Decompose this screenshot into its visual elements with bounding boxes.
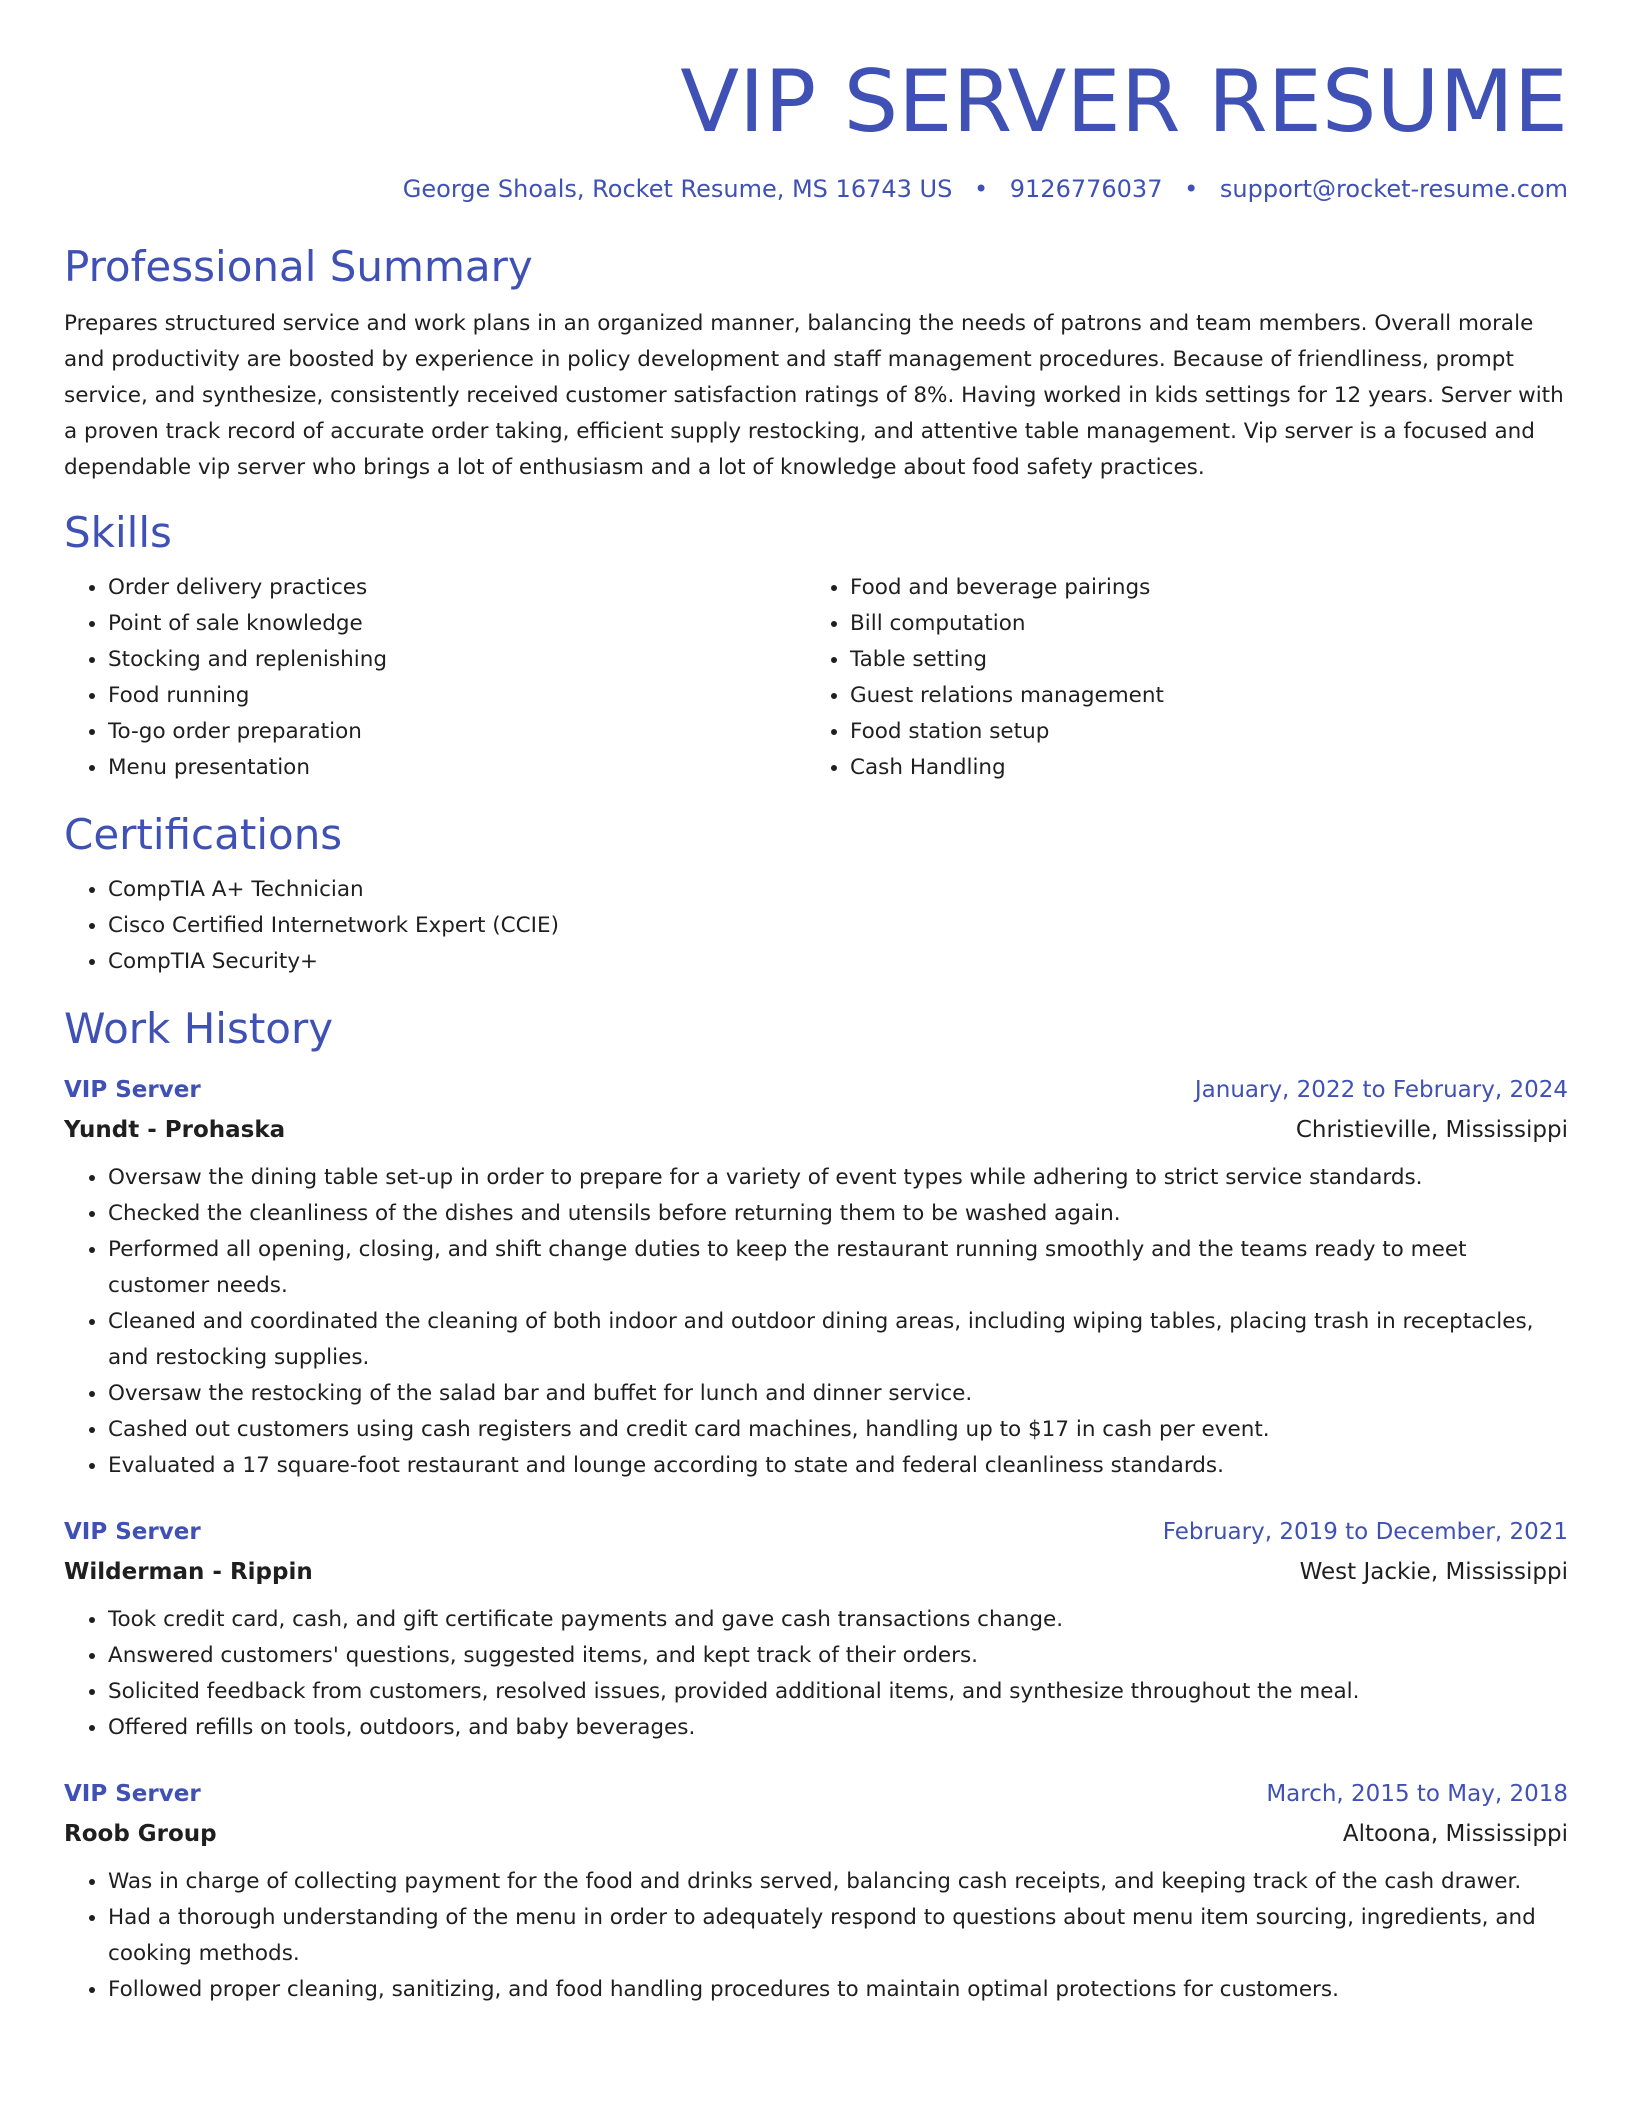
list-item: • Guest relations management xyxy=(850,678,1548,714)
job-dates: February, 2019 to December, 2021 xyxy=(1162,1519,1568,1545)
contact-email[interactable]: support@rocket-resume.com xyxy=(1219,175,1568,203)
job-header-row xyxy=(64,1512,1568,1552)
list-item: • CompTIA Security+ xyxy=(108,944,1568,980)
list-item: • Cleaned and coordinated the cleaning of both indoor and outdoor dining areas, including wiping tables, placing trash in receptacles, and restocking supplies. xyxy=(108,1304,1568,1376)
list-item: • Had a thorough understanding of the menu in order to adequately respond to questions about menu item sourcing, ingredients, and cooking methods. xyxy=(108,1900,1568,1972)
list-item: • Cisco Certified Internetwork Expert (CCIE) xyxy=(108,908,1568,944)
list-item: • Table setting xyxy=(850,642,1548,678)
list-item: • Checked the cleanliness of the dishes and utensils before returning them to be washed again. xyxy=(108,1196,1568,1232)
list-item: • Bill computation xyxy=(850,606,1548,642)
job-dates: January, 2022 to February, 2024 xyxy=(1194,1077,1568,1103)
resume-title: VIP SERVER RESUME xyxy=(680,52,1568,152)
resume-page xyxy=(64,0,1568,2008)
job-title: VIP Server xyxy=(64,1781,201,1807)
list-item: • To-go order preparation xyxy=(108,714,806,750)
list-item: • Performed all opening, closing, and shift change duties to keep the restaurant running smoothly and the teams ready to meet customer needs. xyxy=(108,1232,1568,1304)
list-item: • Order delivery practices xyxy=(108,570,806,606)
job-company: Yundt - Prohaska xyxy=(64,1117,286,1143)
list-item: • Food and beverage pairings xyxy=(850,570,1548,606)
job-company: Roob Group xyxy=(64,1821,217,1847)
skills-heading: Skills xyxy=(64,508,172,557)
job-location: Altoona, Mississippi xyxy=(1342,1821,1568,1847)
list-item: • Evaluated a 17 square-foot restaurant and lounge according to state and federal cleanliness standards. xyxy=(108,1448,1568,1484)
list-item: • Offered refills on tools, outdoors, and baby beverages. xyxy=(108,1710,1568,1746)
job-company-row xyxy=(64,1110,1568,1150)
job-entry xyxy=(64,1070,1568,1484)
list-item: • Menu presentation xyxy=(108,750,806,786)
certifications-heading: Certifications xyxy=(64,810,343,859)
work-history-heading: Work History xyxy=(64,1004,334,1053)
job-bullets xyxy=(64,1602,1568,1746)
job-company: Wilderman - Rippin xyxy=(64,1559,313,1585)
job-title: VIP Server xyxy=(64,1519,201,1545)
job-entry xyxy=(64,1512,1568,1746)
list-item: • CompTIA A+ Technician xyxy=(108,872,1568,908)
contact-line xyxy=(64,172,1568,206)
job-company-row xyxy=(64,1814,1568,1854)
job-entry xyxy=(64,1774,1568,2008)
list-item: • Cash Handling xyxy=(850,750,1548,786)
list-item: • Food station setup xyxy=(850,714,1548,750)
list-item: • Took credit card, cash, and gift certificate payments and gave cash transactions change. xyxy=(108,1602,1568,1638)
job-bullets xyxy=(64,1160,1568,1484)
job-title: VIP Server xyxy=(64,1077,201,1103)
certifications-list xyxy=(64,872,1568,980)
contact-address: George Shoals, Rocket Resume, MS 16743 US xyxy=(402,175,953,203)
job-company-row xyxy=(64,1552,1568,1592)
skills-list-left xyxy=(64,570,806,786)
skills-list-right xyxy=(806,570,1548,786)
job-location: Christieville, Mississippi xyxy=(1295,1117,1568,1143)
contact-phone: 9126776037 xyxy=(1009,175,1163,203)
contact-separator: • xyxy=(973,175,989,203)
job-header-row xyxy=(64,1070,1568,1110)
job-dates: March, 2015 to May, 2018 xyxy=(1266,1781,1568,1807)
skills-columns xyxy=(64,570,1568,786)
list-item: • Solicited feedback from customers, resolved issues, provided additional items, and synthesize throughout the meal. xyxy=(108,1674,1568,1710)
summary-text: Prepares structured service and work plans in an organized manner, balancing the needs of patrons and team members. Overall morale and productivity are boosted by experience in policy development and staff management procedures. Because of friendliness, prompt service, and synthesize, consistently received customer satisfaction ratings of 8%. Having worked in kids settings for 12 years. Server with a proven track record of accurate order taking, efficient supply restocking, and attentive table management. Vip server is a focused and dependable vip server who brings a lot of enthusiasm and a lot of knowledge about food safety practices. xyxy=(64,311,1564,480)
list-item: • Cashed out customers using cash registers and credit card machines, handling up to $17 in cash per event. xyxy=(108,1412,1568,1448)
contact-separator: • xyxy=(1184,175,1199,203)
summary-heading: Professional Summary xyxy=(64,242,533,291)
list-item: • Point of sale knowledge xyxy=(108,606,806,642)
list-item: • Oversaw the dining table set-up in order to prepare for a variety of event types while adhering to strict service standards. xyxy=(108,1160,1568,1196)
list-item: • Followed proper cleaning, sanitizing, and food handling procedures to maintain optimal protections for customers. xyxy=(108,1972,1568,2008)
list-item: • Food running xyxy=(108,678,806,714)
list-item: • Oversaw the restocking of the salad bar and buffet for lunch and dinner service. xyxy=(108,1376,1568,1412)
job-header-row xyxy=(64,1774,1568,1814)
list-item: • Stocking and replenishing xyxy=(108,642,806,678)
job-location: West Jackie, Mississippi xyxy=(1299,1559,1568,1585)
list-item: • Answered customers' questions, suggested items, and kept track of their orders. xyxy=(108,1638,1568,1674)
job-bullets xyxy=(64,1864,1568,2008)
list-item: • Was in charge of collecting payment for the food and drinks served, balancing cash receipts, and keeping track of the cash drawer. xyxy=(108,1864,1568,1900)
